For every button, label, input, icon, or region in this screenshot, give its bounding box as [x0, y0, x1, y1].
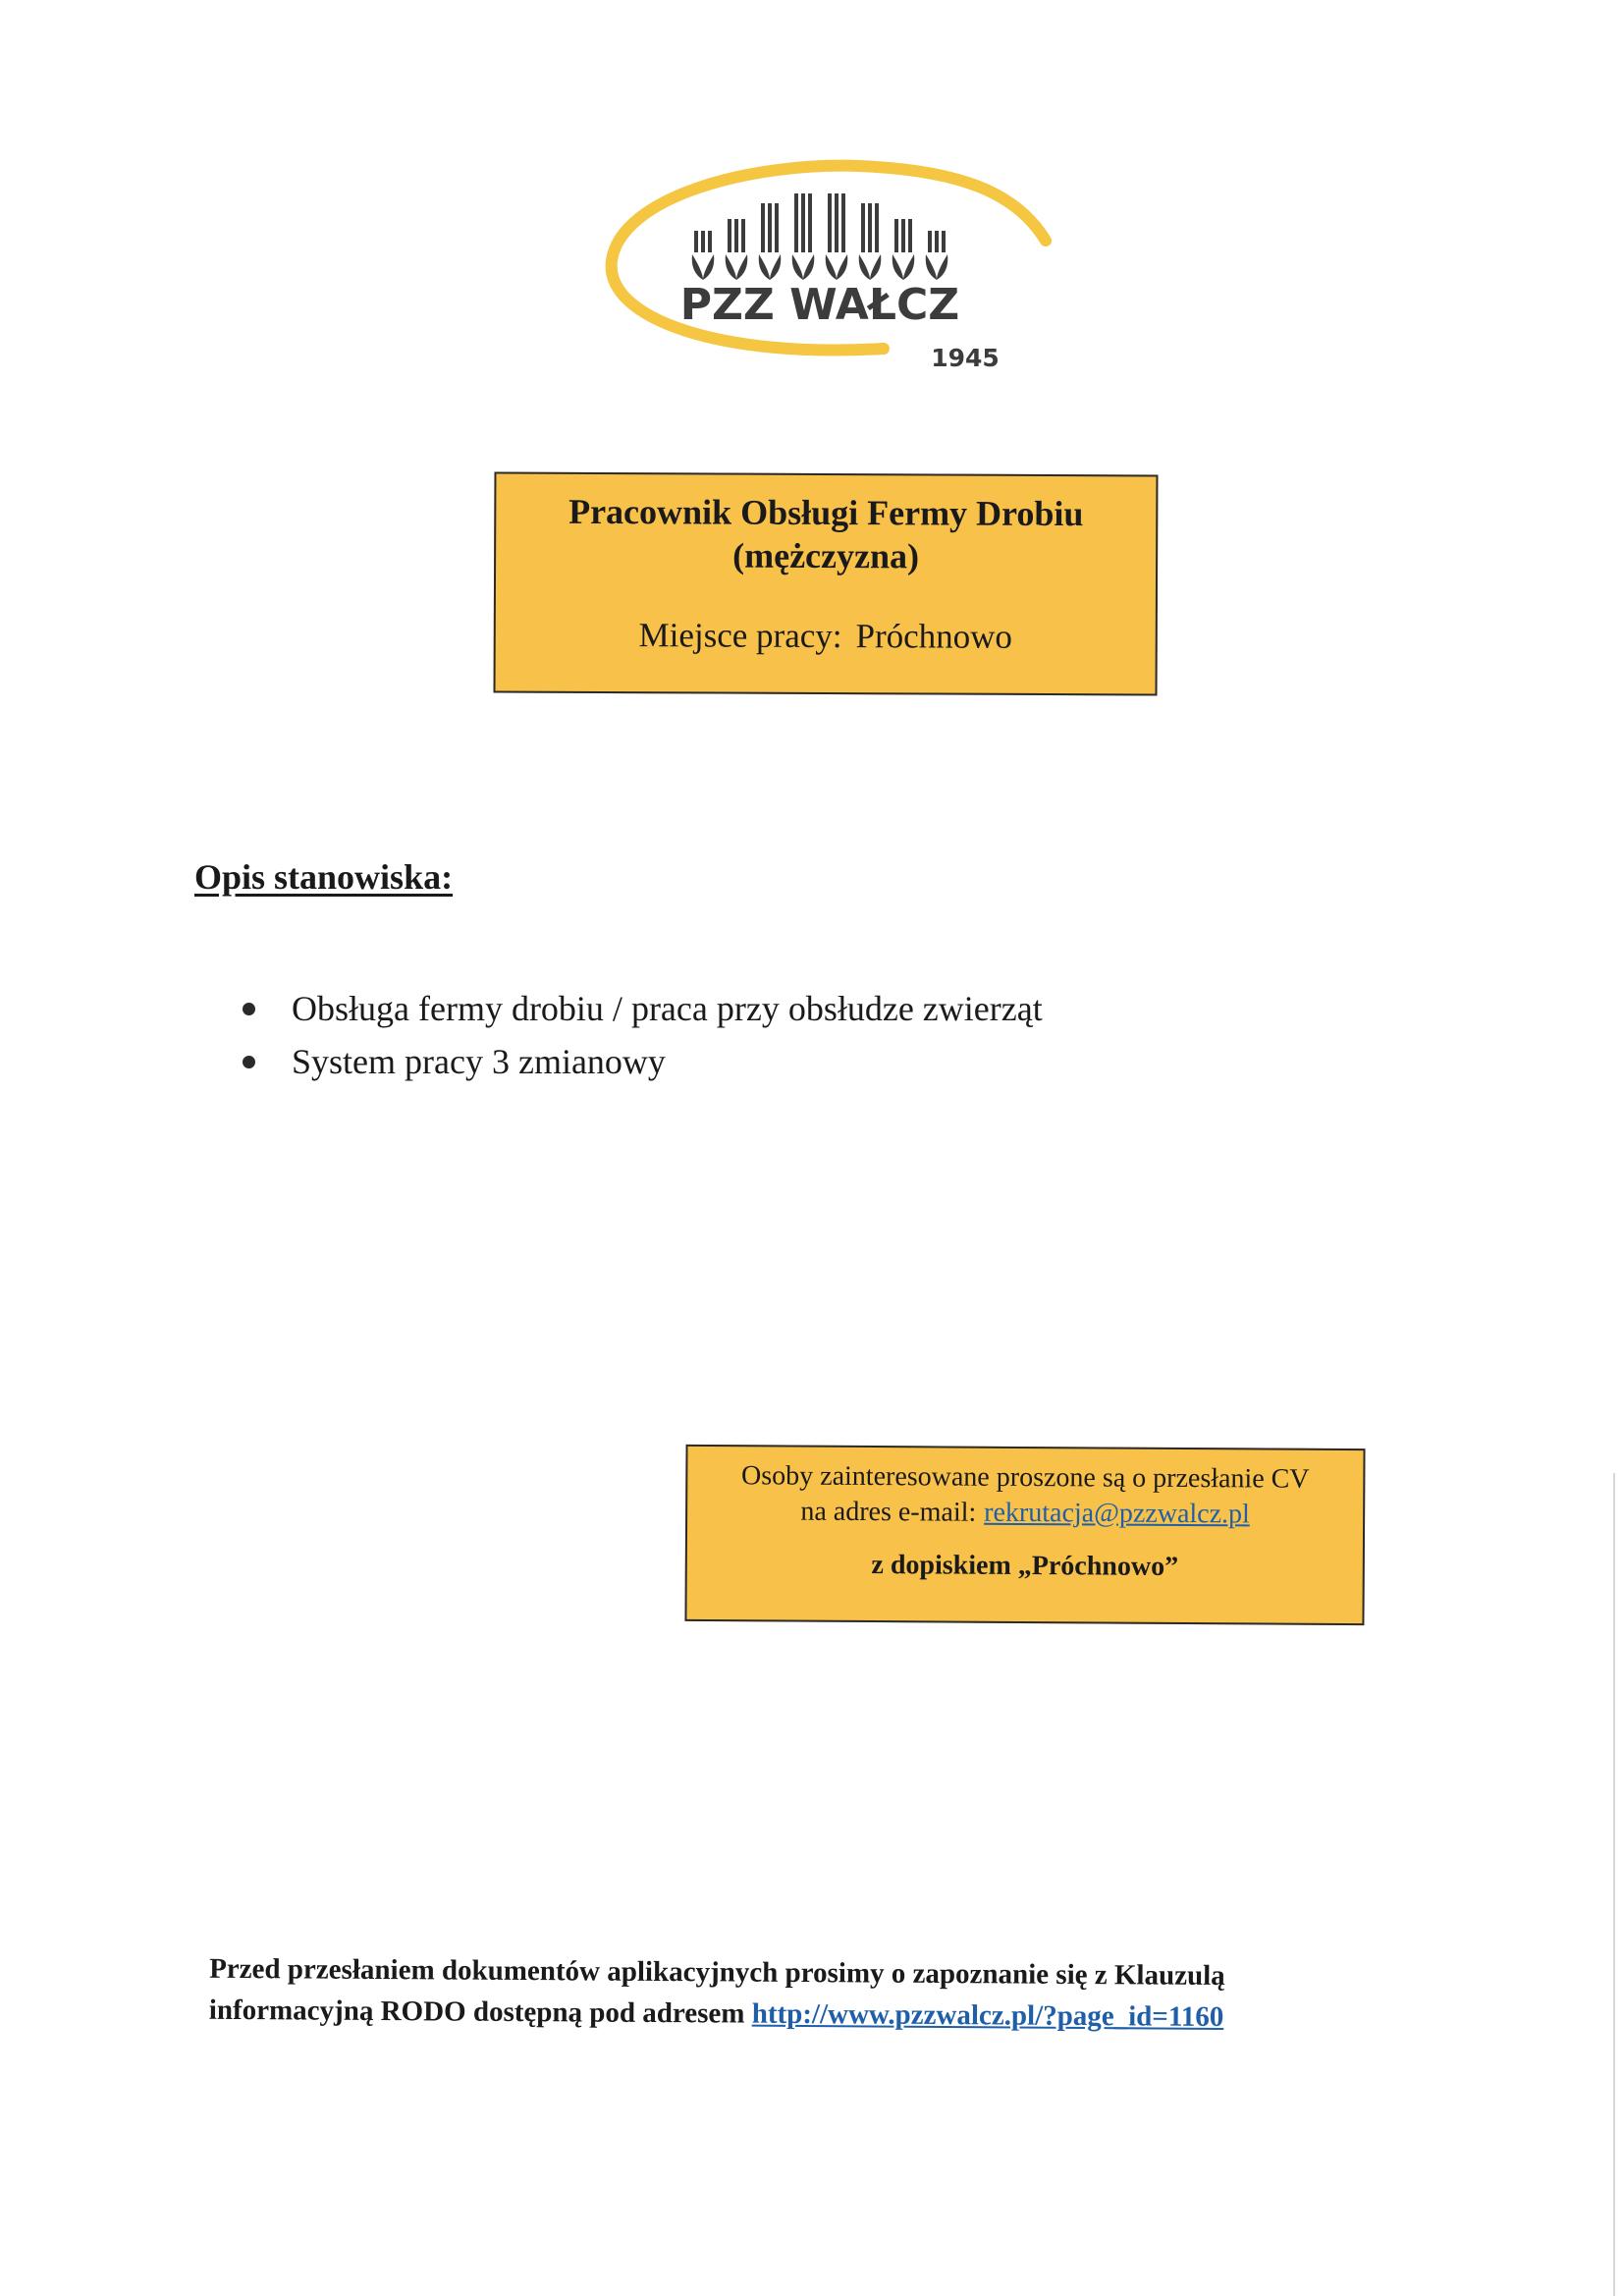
list-item [236, 982, 1043, 1035]
bullet-icon [243, 1056, 255, 1068]
list-item-text: Obsługa fermy drobiu / praca przy obsłudze zwierząt [292, 989, 1043, 1028]
company-name: PZZ WAŁCZ [679, 280, 960, 330]
rodo-link[interactable]: http://www.pzzwalcz.pl/?page_id=1160 [751, 1997, 1224, 2034]
job-title-box [494, 472, 1159, 696]
rodo-notice [209, 1948, 1393, 2039]
duties-list [236, 982, 1043, 1088]
email-label: na adres e-mail: [800, 1496, 977, 1528]
list-item-text: System pracy 3 zmianowy [292, 1042, 666, 1081]
job-gender: (mężczyzna) [732, 535, 920, 576]
contact-box [684, 1445, 1365, 1625]
company-year: 1945 [931, 344, 1000, 372]
logo-graphic [604, 152, 1055, 388]
bullet-icon [243, 1003, 255, 1015]
company-logo [604, 152, 1055, 388]
contact-note: z dopiskiem „Próchnowo” [871, 1550, 1179, 1582]
wheat-mark-icon [692, 193, 948, 280]
contact-email-line [687, 1496, 1363, 1531]
workplace-value: Próchnowo [855, 617, 1013, 656]
list-item [236, 1035, 1043, 1088]
rodo-text-2: informacyjną RODO dostępną pod adresem [208, 1994, 745, 2030]
workplace-label: Miejsce pracy: [638, 616, 842, 656]
scan-edge-line [1613, 1473, 1615, 2296]
email-link[interactable]: rekrutacja@pzzwalcz.pl [984, 1497, 1250, 1530]
rodo-text: Przed przesłaniem dokumentów aplikacyjnych prosimy o zapoznanie się z Klauzulą [209, 1952, 1225, 1993]
workplace [496, 616, 1156, 658]
job-title: Pracownik Obsługi Fermy Drobiu [568, 491, 1084, 534]
contact-text: Osoby zainteresowane proszone są o przesłanie CV [741, 1460, 1310, 1495]
section-heading: Opis stanowiska: [194, 857, 454, 897]
